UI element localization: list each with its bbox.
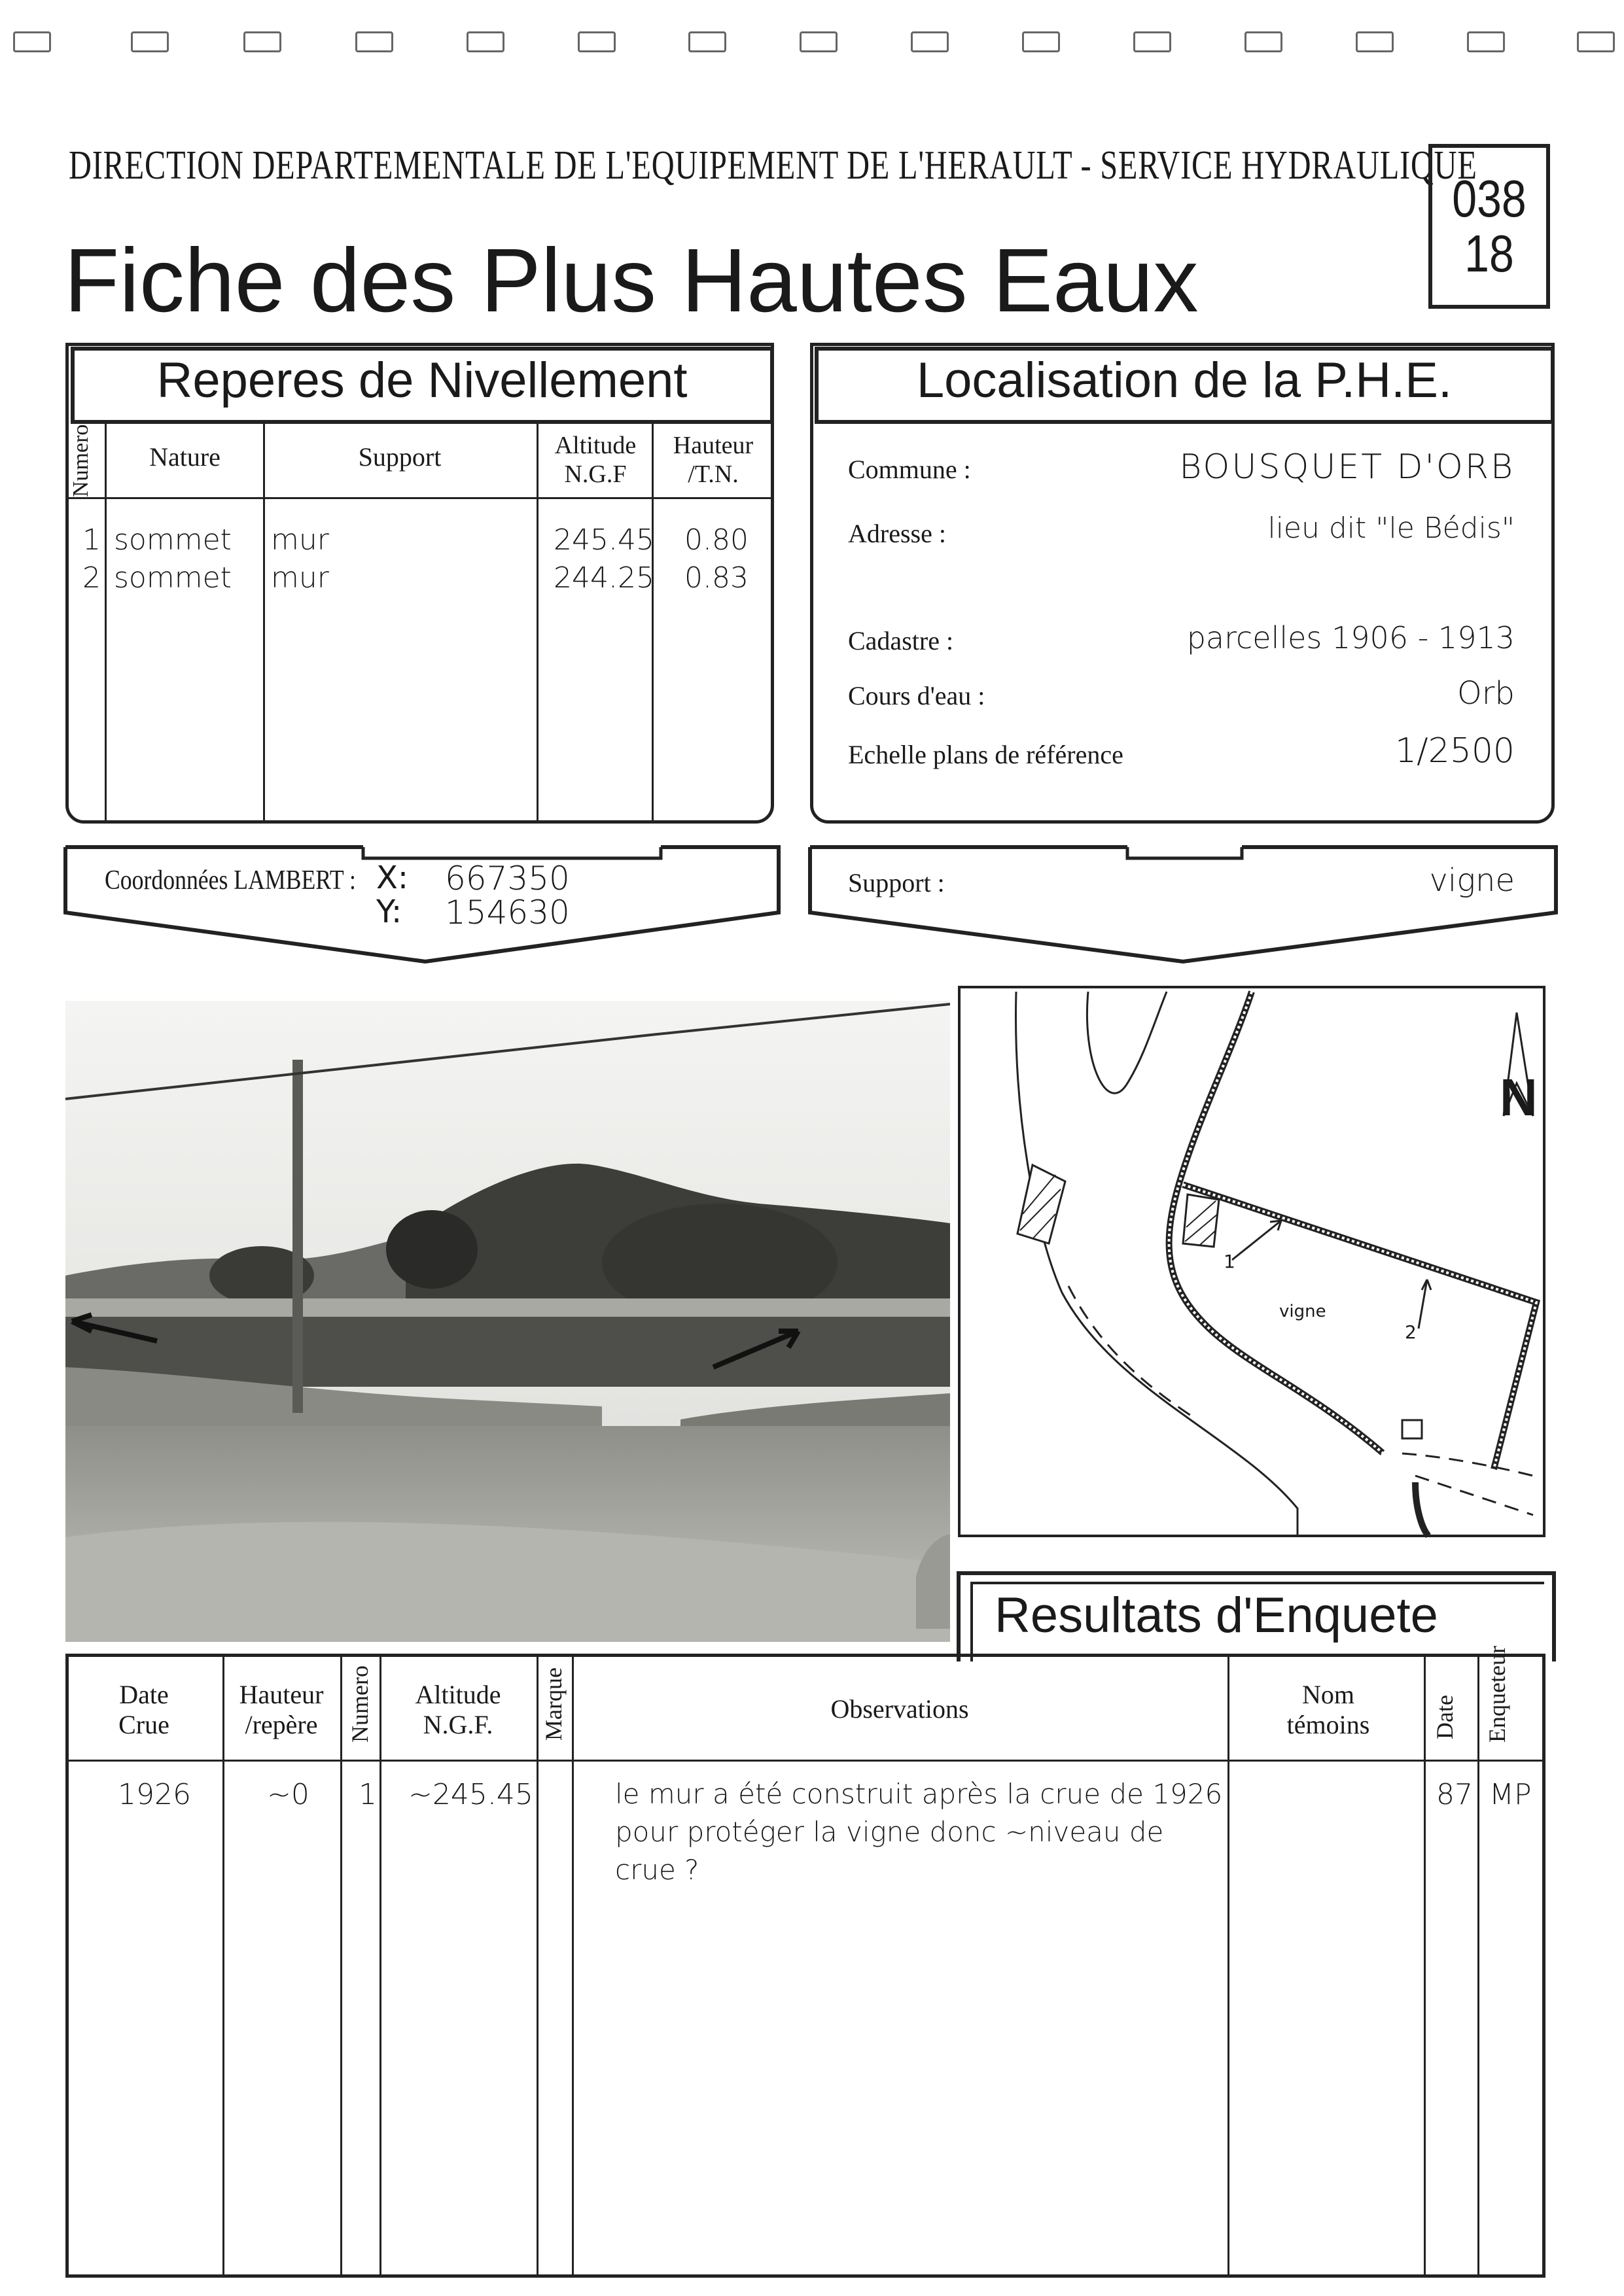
reperes-row-nature: sommet xyxy=(114,561,232,595)
fiche-code-box xyxy=(1428,144,1550,309)
adresse-value: lieu dit "le Bédis" xyxy=(1267,512,1515,545)
col-nom-temoins: Nom témoins xyxy=(1286,1680,1370,1739)
coord-y-label: Y: xyxy=(376,894,402,930)
plan-marker-2: 2 xyxy=(1405,1321,1417,1343)
reperes-col-nature: Nature xyxy=(149,442,221,472)
fiche-code-top: 038 xyxy=(1452,169,1527,228)
adresse-label: Adresse : xyxy=(848,519,946,548)
coord-x-value: 667350 xyxy=(445,860,570,897)
fiche-code-bottom: 18 xyxy=(1464,224,1514,283)
coordonnees-label: Coordonnées LAMBERT : xyxy=(105,865,356,896)
reperes-row-altitude: 244.25 xyxy=(554,561,654,595)
reperes-col-hauteur: Hauteur /T.N. xyxy=(673,432,754,488)
resultats-title: Resultats d'Enquete xyxy=(995,1588,1438,1643)
row-date: 87 xyxy=(1436,1778,1473,1811)
reperes-row-support: mur xyxy=(271,561,329,595)
col-date-crue: Date Crue xyxy=(118,1680,169,1739)
direction-header: DIRECTION DEPARTEMENTALE DE L'EQUIPEMENT DE L'HERAULT - SERVICE HYDRAULIQUE xyxy=(69,143,1477,188)
cours-value: Orb xyxy=(1457,675,1515,712)
site-photo xyxy=(65,1001,950,1642)
page-title: Fiche des Plus Hautes Eaux xyxy=(64,230,1199,331)
col-altitude: Altitude N.G.F. xyxy=(415,1680,501,1739)
reperes-row-numero: 2 xyxy=(82,561,101,595)
col-enqueteur: Enqueteur xyxy=(1484,1646,1510,1743)
plan-parcel-label: vigne xyxy=(1279,1302,1326,1321)
resultats-table xyxy=(65,1654,1545,2278)
coord-x-label: X: xyxy=(376,860,409,896)
location-plan xyxy=(957,985,1546,1538)
coord-y-value: 154630 xyxy=(445,894,570,931)
reperes-row-hauteur: 0.83 xyxy=(684,561,749,595)
reperes-row-support: mur xyxy=(271,523,329,557)
col-hauteur-repere: Hauteur /repère xyxy=(239,1680,324,1739)
commune-value: BOUSQUET D'ORB xyxy=(1179,447,1515,487)
col-marque: Marque xyxy=(540,1667,567,1741)
row-observation-line-1: le mur a été construit après la crue de 1926 xyxy=(615,1778,1223,1810)
row-altitude: ~245.45 xyxy=(408,1778,533,1811)
cadastre-value: parcelles 1906 - 1913 xyxy=(1186,620,1515,655)
support-value: vigne xyxy=(1429,862,1515,899)
echelle-label: Echelle plans de référence xyxy=(848,740,1123,769)
reperes-row-nature: sommet xyxy=(114,523,232,557)
reperes-row-hauteur: 0.80 xyxy=(684,523,749,557)
col-date: Date xyxy=(1432,1695,1458,1739)
reperes-row-altitude: 245.45 xyxy=(554,523,654,557)
reperes-col-numero: Numero xyxy=(69,424,93,497)
support-banner xyxy=(803,841,1562,971)
col-numero: Numero xyxy=(347,1665,373,1743)
echelle-value: 1/2500 xyxy=(1395,731,1515,771)
row-enqueteur: MP xyxy=(1489,1778,1532,1811)
commune-label: Commune : xyxy=(848,455,971,484)
plan-marker-1: 1 xyxy=(1224,1251,1235,1272)
reperes-row-numero: 1 xyxy=(82,523,101,557)
reperes-title: Reperes de Nivellement xyxy=(156,353,688,408)
col-observations: Observations xyxy=(830,1694,969,1724)
reperes-col-altitude: Altitude N.G.F xyxy=(554,432,637,488)
localisation-title: Localisation de la P.H.E. xyxy=(916,353,1453,408)
cadastre-label: Cadastre : xyxy=(848,626,954,655)
row-hauteur: ~0 xyxy=(267,1778,309,1811)
support-label: Support : xyxy=(848,868,945,897)
plan-north-label: N xyxy=(1500,1068,1538,1126)
row-numero: 1 xyxy=(359,1778,377,1811)
row-date-crue: 1926 xyxy=(118,1778,191,1811)
coordonnees-banner xyxy=(59,841,785,971)
reperes-col-support: Support xyxy=(358,442,442,472)
cours-label: Cours d'eau : xyxy=(848,681,985,710)
row-observation-line-3: crue ? xyxy=(615,1854,699,1886)
row-observation-line-2: pour protéger la vigne donc ~niveau de xyxy=(615,1816,1164,1848)
